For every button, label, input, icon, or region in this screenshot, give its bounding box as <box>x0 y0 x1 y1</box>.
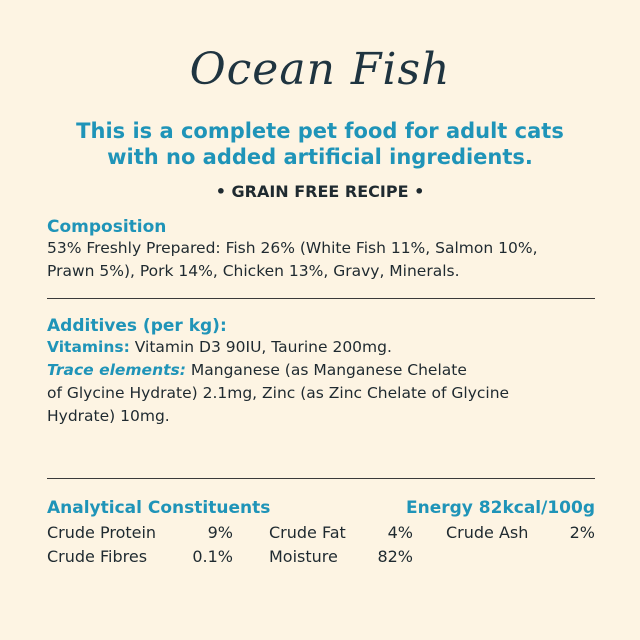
additives-heading: Additives (per kg): <box>47 316 227 336</box>
crude-protein-label: Crude Protein <box>47 523 157 542</box>
trace-elements-line-3: Hydrate) 10mg. <box>47 407 170 425</box>
description-line-1: This is a complete pet food for adult cats <box>76 119 564 143</box>
trace-elements-line-1 <box>47 359 597 382</box>
additives-section <box>47 316 597 428</box>
energy-value: Energy 82kcal/100g <box>405 498 595 518</box>
composition-text <box>47 237 597 283</box>
vitamins-label: Vitamins: <box>47 338 130 356</box>
product-title: Ocean Fish <box>189 44 451 95</box>
crude-fat-value: 4% <box>387 523 413 542</box>
analytical-heading: Analytical Constituents <box>47 498 271 518</box>
additives-text <box>47 336 597 428</box>
divider <box>47 298 595 299</box>
crude-fibres-label: Crude Fibres <box>47 547 148 566</box>
composition-heading: Composition <box>47 217 167 237</box>
vitamins-text: Vitamin D3 90IU, Taurine 200mg. <box>129 338 392 356</box>
crude-protein-value: 9% <box>207 523 233 542</box>
moisture-label: Moisture <box>269 547 338 566</box>
trace-elements-label: Trace elements: <box>47 361 186 379</box>
description-line-2: with no added artificial ingredients. <box>107 145 533 169</box>
crude-fibres-value: 0.1% <box>192 547 233 566</box>
grain-free-badge: • GRAIN FREE RECIPE • <box>215 182 425 201</box>
trace-elements-text-1: Manganese (as Manganese Chelate <box>185 361 467 379</box>
vitamins-line <box>47 336 597 359</box>
composition-section <box>47 217 597 283</box>
divider <box>47 478 595 479</box>
composition-line-1: 53% Freshly Prepared: Fish 26% (White Fish 11%, Salmon 10%, <box>47 239 538 257</box>
crude-ash-value: 2% <box>569 523 595 542</box>
crude-fat-label: Crude Fat <box>269 523 346 542</box>
trace-elements-line-2: of Glycine Hydrate) 2.1mg, Zinc (as Zinc Chelate of Glycine <box>47 384 510 402</box>
product-description <box>60 118 580 170</box>
composition-line-2: Prawn 5%), Pork 14%, Chicken 13%, Gravy, Minerals. <box>47 262 460 280</box>
crude-ash-label: Crude Ash <box>446 523 529 542</box>
moisture-value: 82% <box>377 547 413 566</box>
